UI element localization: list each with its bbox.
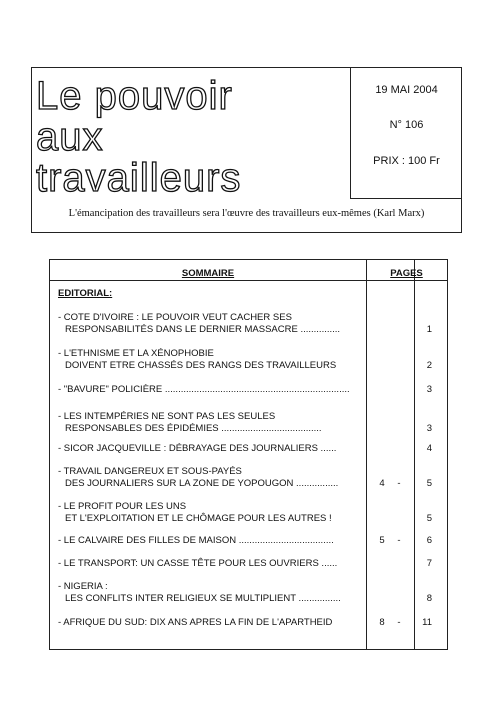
toc-entry-title: - AFRIQUE DU SUD: DIX ANS APRES LA FIN DE L'APARTHEID: [58, 617, 333, 628]
toc-entry-page: 7: [426, 558, 432, 569]
issue-info-box: [350, 68, 461, 199]
section-editorial: EDITORIAL:: [58, 288, 113, 299]
toc-entry-title: - SICOR JACQUEVILLE : DÉBRAYAGE DES JOURNALIERS ......: [58, 443, 337, 454]
header-divider: [50, 280, 447, 281]
toc-entry-page-end: 5: [426, 478, 432, 489]
toc-entry-title: - COTE D'IVOIRE : LE POUVOIR VEUT CACHER SES: [58, 312, 292, 323]
toc-entry-title-cont: RESPONSABILITÉS DANS LE DERNIER MASSACRE ...............: [65, 324, 341, 335]
toc-entry-title: - TRAVAIL DANGEREUX ET SOUS-PAYÉS: [58, 466, 242, 477]
table-of-contents: [49, 259, 448, 650]
pages-heading: PAGES: [390, 268, 423, 279]
toc-entry-title-cont: RESPONSABLES DES ÉPIDÉMIES ......................................: [65, 423, 322, 434]
toc-entry-title: - LES INTEMPÉRIES NE SONT PAS LES SEULES: [58, 411, 276, 422]
toc-entry-page: 1: [426, 324, 432, 335]
title-line-2: aux: [36, 115, 104, 159]
toc-entry-page-dash: -: [397, 535, 401, 546]
toc-entry-page: 2: [426, 360, 432, 371]
toc-entry-page-start: 4: [379, 478, 385, 489]
title-line-1: Le pouvoir: [36, 74, 233, 118]
toc-entry-page-start: 5: [379, 535, 385, 546]
masthead-title: [32, 68, 350, 199]
toc-entry-page: 3: [426, 423, 432, 434]
issue-price: PRIX : 100 Fr: [373, 155, 440, 167]
toc-entry-page: 4: [426, 443, 432, 454]
issue-number: N° 106: [389, 119, 424, 131]
toc-entry-title: - "BAVURE" POLICIÈRE ......................................................................: [58, 384, 350, 395]
toc-entry-page-dash: -: [397, 617, 401, 628]
toc-entry-title-cont: ET L'EXPLOITATION ET LE CHÔMAGE POUR LES AUTRES !: [65, 513, 332, 524]
toc-entry-title-cont: LES CONFLITS INTER RELIGIEUX SE MULTIPLIENT ................: [65, 593, 341, 604]
column-divider-right: [414, 260, 415, 649]
toc-entry-page-end: 6: [426, 535, 432, 546]
toc-entry-page: 3: [426, 384, 432, 395]
toc-entry-page-end: 11: [422, 617, 432, 628]
toc-entry-page-start: 8: [379, 617, 385, 628]
issue-date: 19 MAI 2004: [375, 84, 438, 96]
title-line-3: travailleurs: [36, 156, 242, 200]
toc-entry-title: - L'ETHNISME ET LA XÉNOPHOBIE: [58, 348, 214, 359]
sommaire-heading: SOMMAIRE: [181, 268, 235, 279]
motto: L'émancipation des travailleurs sera l'œuvre des travailleurs eux-mêmes (Karl Marx): [68, 208, 425, 219]
toc-entry-page: 5: [426, 513, 432, 524]
toc-entry-title-cont: DOIVENT ETRE CHASSÉS DES RANGS DES TRAVAILLEURS: [65, 360, 337, 371]
toc-entry-page: 8: [426, 593, 432, 604]
toc-entry-title: - LE PROFIT POUR LES UNS: [58, 501, 187, 512]
toc-entry-title-cont: DES JOURNALIERS SUR LA ZONE DE YOPOUGON ................: [65, 478, 339, 489]
toc-entry-title: - NIGERIA :: [58, 581, 108, 592]
toc-entry-title: - LE TRANSPORT: UN CASSE TÊTE POUR LES OUVRIERS ......: [58, 558, 338, 569]
masthead-box: [31, 67, 462, 233]
toc-entry-page-dash: -: [397, 478, 401, 489]
toc-entry-title: - LE CALVAIRE DES FILLES DE MAISON ....................................: [58, 535, 334, 546]
column-divider-left: [366, 260, 367, 649]
